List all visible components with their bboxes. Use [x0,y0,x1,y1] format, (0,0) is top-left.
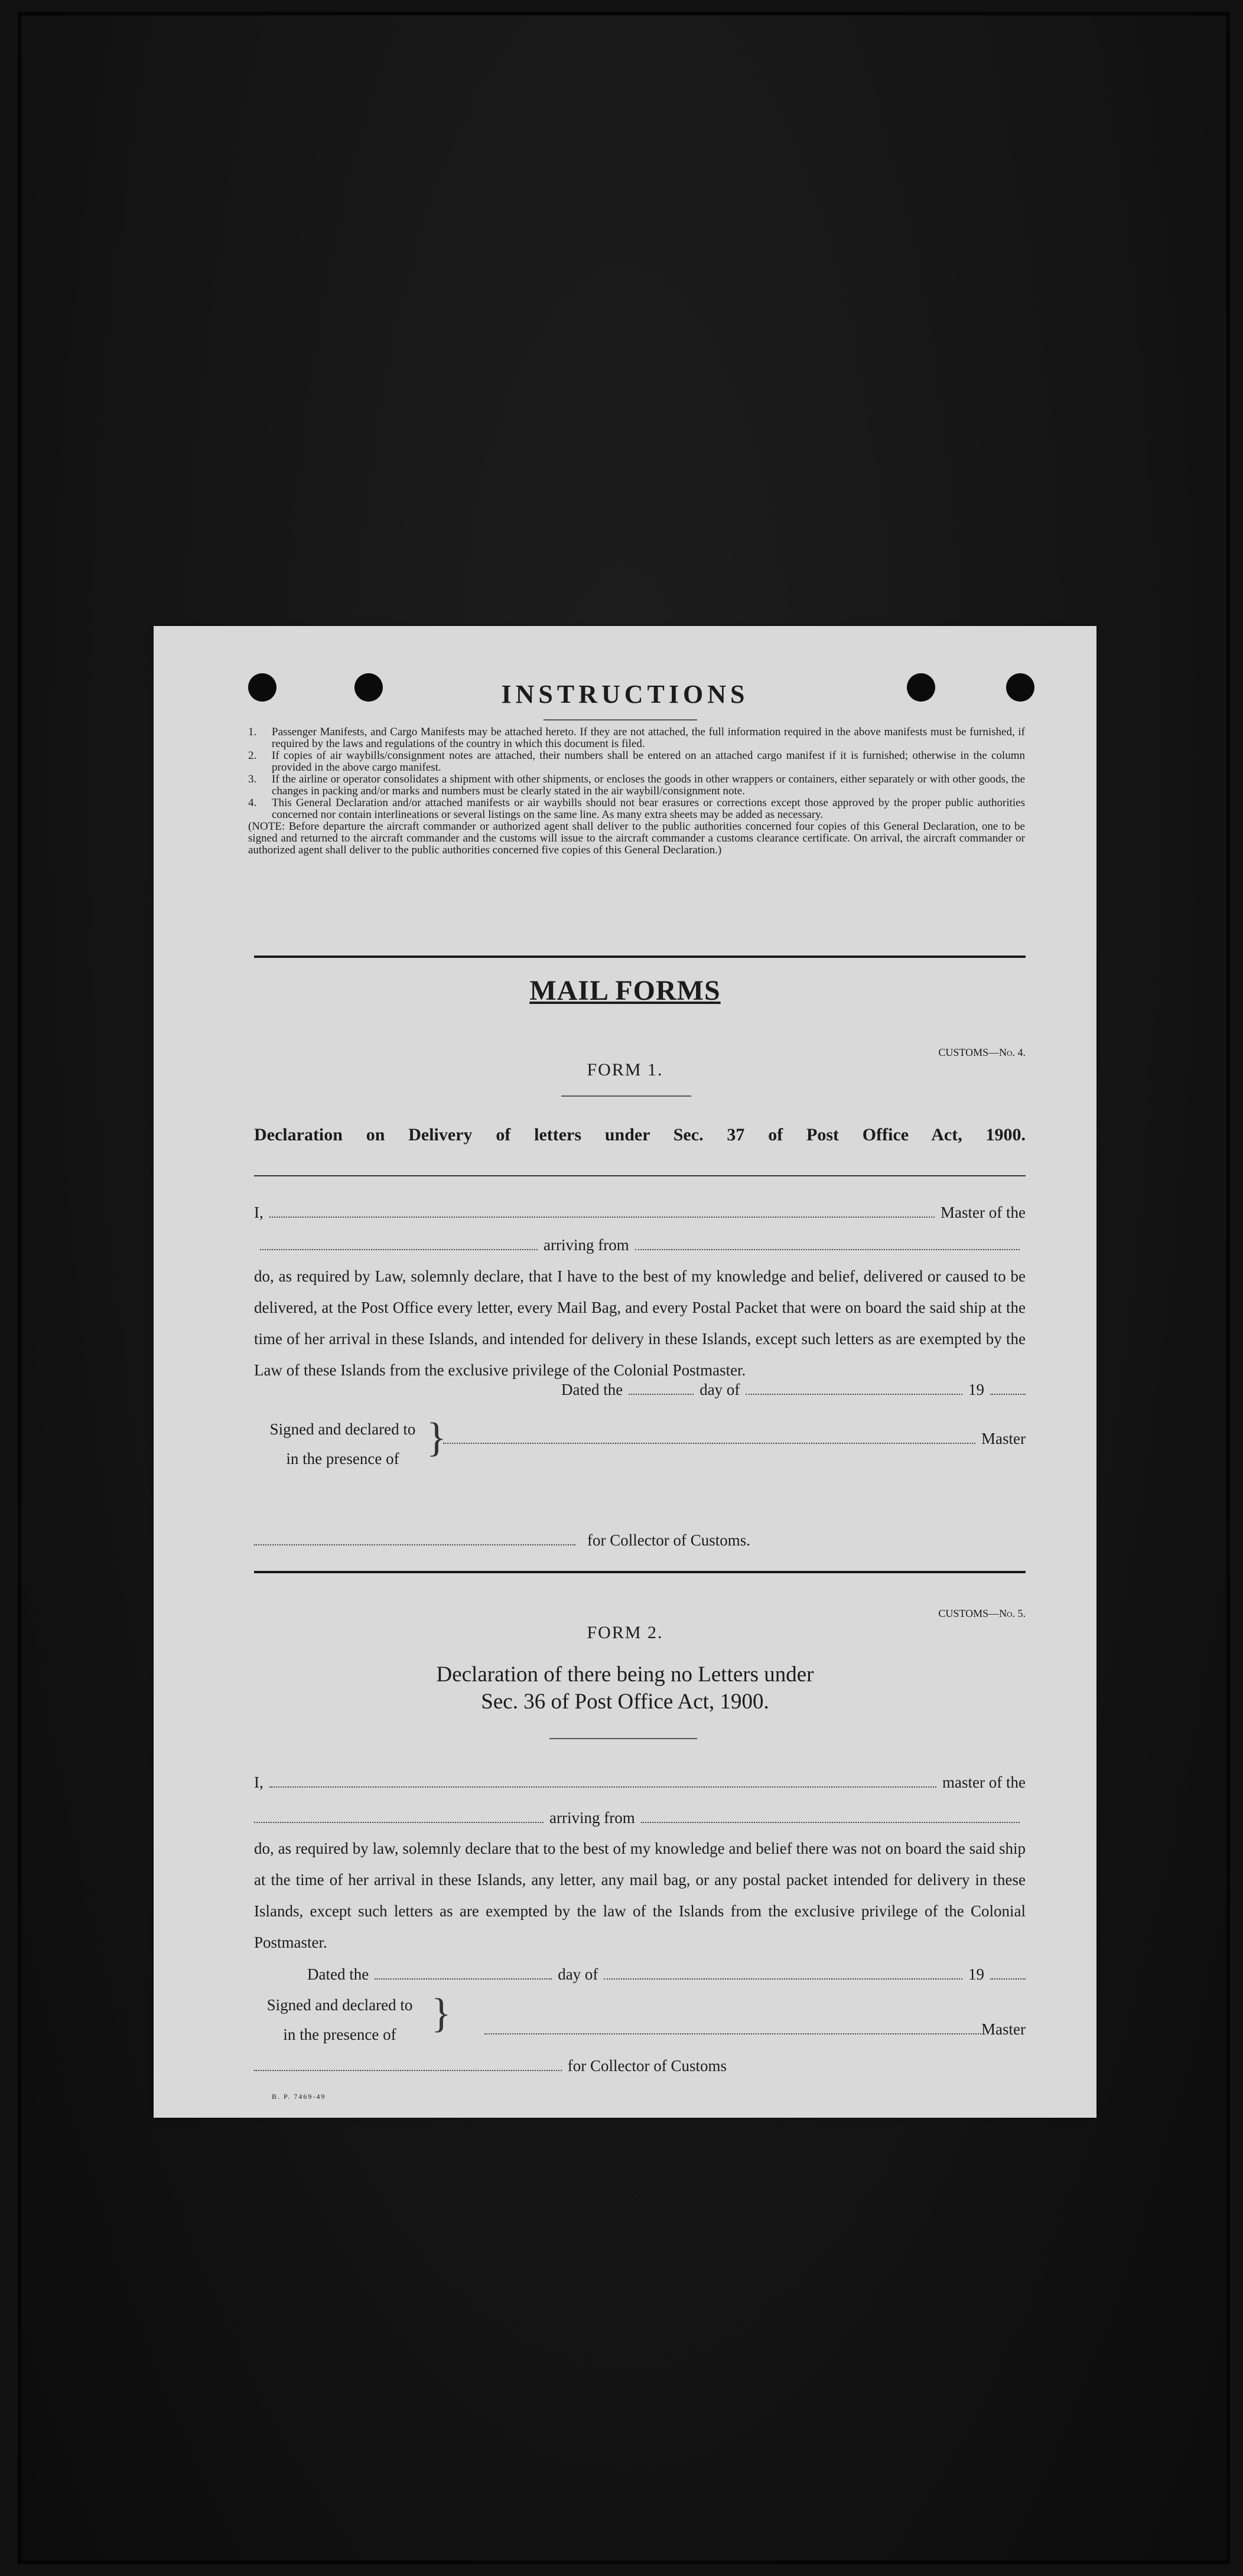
form1-body: do, as required by Law, solemnly declare, that I have to the best of my knowledge and belief, delivered or caused to be delivered, at the Post Office every letter, every Mail Bag, and every Postal Packet that were on board the said ship at the time of her arrival in these Islands, and intended for delivery in these Islands, except such letters as are exempted by the Law of these Islands from the exclusive privilege of the Colonial Postmaster. [254,1267,1026,1379]
form1-ship-field[interactable] [260,1237,538,1250]
form2-body: do, as required by law, solemnly declare that to the best of my knowledge and belief there was not on board the said ship at the time of her arrival in these Islands, any letter, any mail bag, or any postal packet intended for delivery in these Islands, except such letters as are exempted by the law of the Islands from the exclusive privilege of the Colonial Postmaster. [254,1840,1026,1951]
form2-origin-field[interactable] [641,1810,1020,1823]
form1-ship-line: arriving from [254,1234,1026,1256]
instructions-list [248,726,1025,856]
section-divider [254,956,1026,958]
print-code: B. P. 7469-49 [272,2092,326,2101]
form1-month-field[interactable] [746,1382,962,1395]
form2-title-underline [549,1738,697,1739]
instruction-item: 2. If copies of air waybills/consignment notes are attached, their numbers shall be entered on an attached cargo manifest if it is furnished; otherwise in the column provided in the above cargo manifest. [248,749,1025,774]
form1-collector-line: for Collector of Customs. [254,1530,750,1551]
instruction-item: 4. This General Declaration and/or attached manifests or air waybills should not bear erasures or corrections except those approved by the proper public authorities concerned nor contain interlineations or several listings on the same line. As many extra sheets may be added as necessary. [248,797,1025,821]
form2-signed-block: Signed and declared to in the presence of [266,1996,413,2043]
section-divider [254,1571,1026,1573]
form2-master-field[interactable] [484,2021,981,2034]
form1-date-line: Dated the day of 19 [561,1379,1026,1400]
form1-collector-field[interactable] [254,1532,575,1545]
form2-name-line: I, master of the [254,1773,1026,1791]
mail-forms-title: MAIL FORMS [529,975,721,1006]
form1-signed-block: Signed and declared to in the presence of [269,1420,416,1468]
form2-date-field[interactable] [375,1967,552,1980]
instructions-title: INSTRUCTIONS [501,680,749,709]
form2-collector-field[interactable] [254,2058,562,2071]
form2-ship-field[interactable] [254,1810,544,1823]
form2-date-line: Dated the day of 19 [307,1964,1026,1985]
form1-heading: Declaration on Delivery of letters under Sec. 37 of Post Office Act, 1900. [254,1125,1026,1144]
form1-name-field[interactable] [269,1205,935,1218]
form1-heading-rule [254,1175,1026,1176]
form1-date-field[interactable] [629,1382,694,1395]
form1-origin-field[interactable] [635,1237,1020,1250]
title-underline [544,719,697,720]
form1-master-line: Master [443,1428,1026,1449]
form1-master-field[interactable] [443,1431,975,1444]
form2-name-field[interactable] [269,1775,936,1788]
form1-label-underline [561,1095,691,1097]
form1-customs-number: CUSTOMS—No. 4. [938,1046,1026,1058]
form2-title: Declaration of there being no Letters under Sec. 36 of Post Office Act, 1900. [436,1662,814,1714]
instructions-note: (NOTE: Before departure the aircraft commander or authorized agent shall deliver to the public authorities concerned four copies of this General Declaration, one to be signed and returned to the aircraft commander and the customs will issue to the aircraft commander a customs clearance certificate. On arrival, the aircraft commander or authorized agent shall deliver to the public authorities concerned five copies of this General Declaration.) [248,820,1025,856]
instruction-item: 1. Passenger Manifests, and Cargo Manifests may be attached hereto. If they are not attached, the full information required in the above manifests must be furnished, if required by the laws and regulations of the country in which this document is filed. [248,726,1025,750]
form1-name-line: I, Master of the [254,1204,1026,1221]
document-page [154,626,1096,2118]
form2-brace: } [431,1991,451,2036]
form2-year-field[interactable] [990,1967,1026,1980]
form2-ship-line: arriving from [254,1807,1026,1828]
form1-label: FORM 1. [587,1060,663,1080]
instruction-item: 3. If the airline or operator consolidates a shipment with other shipments, or encloses the goods in other wrappers or containers, either separately or with other goods, the changes in packing and/or marks and numbers must be clearly stated in the air waybill/consignment note. [248,773,1025,797]
form1-year-field[interactable] [990,1382,1026,1395]
form2-month-field[interactable] [604,1967,962,1980]
form2-master-line: Master [484,2019,1026,2040]
form2-customs-number: CUSTOMS—No. 5. [938,1607,1026,1619]
form2-label: FORM 2. [587,1623,663,1642]
form1-brace: } [427,1415,447,1460]
form2-collector-line: for Collector of Customs [254,2055,727,2076]
